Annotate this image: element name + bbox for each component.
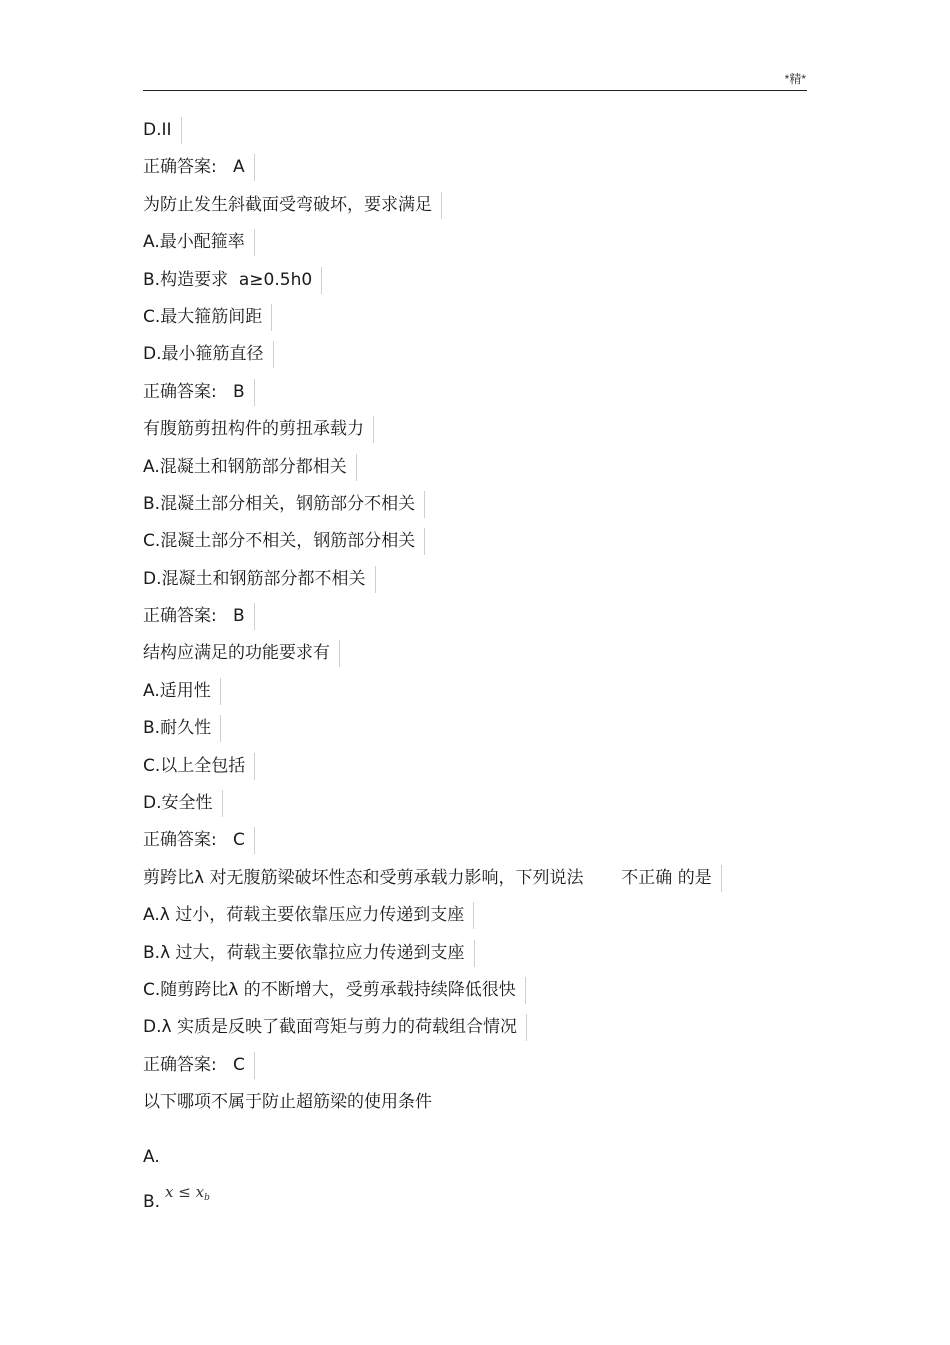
option-line: B.耐久性 — [143, 715, 221, 742]
option-line: B.构造要求 a≥0.5h0 — [143, 267, 322, 294]
formula-image — [165, 1183, 210, 1203]
header-rule — [143, 90, 807, 91]
option-line: A.λ 过小，荷载主要依靠压应力传递到支座 — [143, 902, 474, 929]
option-line: B.λ 过大，荷载主要依靠拉应力传递到支座 — [143, 940, 475, 967]
question-line: 以下哪项不属于防止超筋梁的使用条件 — [143, 1092, 432, 1113]
option-a: A. — [143, 1147, 160, 1167]
formula-sub: b — [204, 1193, 210, 1203]
option-line: D.安全性 — [143, 790, 223, 817]
answer-line: 正确答案: C — [143, 827, 255, 854]
formula-rhs: x — [195, 1183, 205, 1201]
answer-line: 正确答案: B — [143, 379, 255, 406]
option-line: A.最小配箍率 — [143, 229, 255, 256]
option-line: D.λ 实质是反映了截面弯矩与剪力的荷载组合情况 — [143, 1014, 527, 1041]
option-line: C.以上全包括 — [143, 753, 255, 780]
formula-op: ≤ — [178, 1183, 191, 1201]
text-line: D.II — [143, 117, 182, 144]
formula-lhs: x — [165, 1183, 174, 1201]
answer-line: 正确答案: A — [143, 154, 255, 181]
option-b: B. — [143, 1192, 161, 1212]
question-line: 为防止发生斜截面受弯破坏，要求满足 — [143, 192, 442, 219]
option-line: C.随剪跨比λ 的不断增大，受剪承载持续降低很快 — [143, 977, 526, 1004]
option-line: D.最小箍筋直径 — [143, 341, 274, 368]
option-line: C.最大箍筋间距 — [143, 304, 272, 331]
document-body — [143, 117, 722, 1127]
header-mark: *精* — [784, 72, 806, 86]
option-line: C.混凝土部分不相关，钢筋部分相关 — [143, 528, 425, 555]
question-line: 剪跨比λ 对无腹筋梁破坏性态和受剪承载力影响，下列说法 不正确 的是 — [143, 865, 722, 892]
answer-line: 正确答案: C — [143, 1052, 255, 1079]
question-line: 结构应满足的功能要求有 — [143, 640, 340, 667]
option-line: B.混凝土部分相关，钢筋部分不相关 — [143, 491, 425, 518]
answer-line: 正确答案: B — [143, 603, 255, 630]
question-line: 有腹筋剪扭构件的剪扭承载力 — [143, 416, 374, 443]
option-line: A.适用性 — [143, 678, 221, 705]
option-line: D.混凝土和钢筋部分都不相关 — [143, 566, 376, 593]
option-line: A.混凝土和钢筋部分都相关 — [143, 454, 357, 481]
